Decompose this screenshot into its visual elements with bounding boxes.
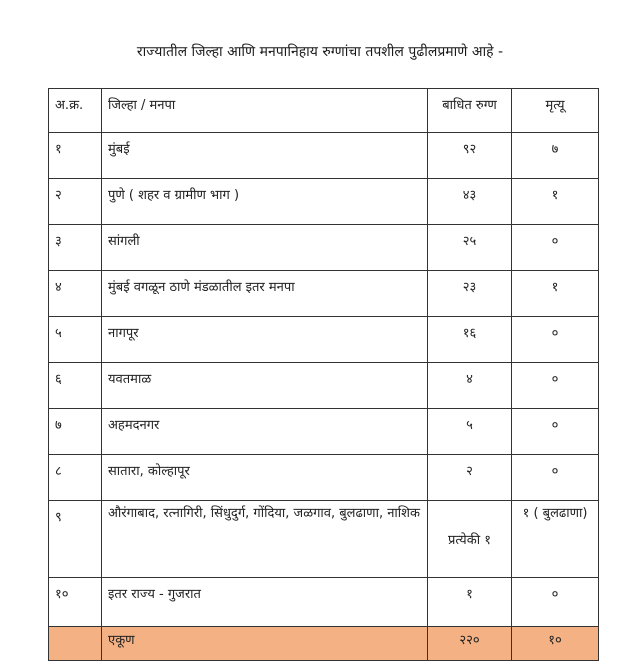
row-cases: ४३	[428, 179, 512, 225]
row-cases: ९२	[428, 133, 512, 179]
row-deaths: ०	[512, 225, 599, 271]
row-district: यवतमाळ	[102, 363, 428, 409]
row-deaths: १ ( बुलढाणा)	[512, 501, 599, 578]
row-cases: १	[428, 578, 512, 627]
header-sr: अ.क्र.	[49, 89, 102, 133]
table-header-row	[49, 89, 599, 133]
table-row	[49, 271, 599, 317]
row-sr: ९	[49, 501, 102, 578]
row-deaths: ०	[512, 455, 599, 501]
row-district: औरंगाबाद, रत्नागिरी, सिंधुदुर्ग, गोंदिया, जळगाव, बुलढाणा, नाशिक	[102, 501, 428, 578]
row-district: पुणे ( शहर व ग्रामीण भाग )	[102, 179, 428, 225]
table-row	[49, 133, 599, 179]
row-cases: ५	[428, 409, 512, 455]
row-district: अहमदनगर	[102, 409, 428, 455]
row-deaths: १	[512, 271, 599, 317]
total-label: एकूण	[102, 627, 428, 661]
row-sr: ७	[49, 409, 102, 455]
row-deaths: ७	[512, 133, 599, 179]
row-deaths: ०	[512, 317, 599, 363]
row-district: नागपूर	[102, 317, 428, 363]
row-cases: ४	[428, 363, 512, 409]
row-sr: ३	[49, 225, 102, 271]
row-sr: २	[49, 179, 102, 225]
district-case-table	[48, 88, 599, 661]
table-row	[49, 179, 599, 225]
total-cases: २२०	[428, 627, 512, 661]
row-district: सांगली	[102, 225, 428, 271]
header-cases: बाधित रुग्ण	[428, 89, 512, 133]
row-deaths: ०	[512, 363, 599, 409]
row-cases: २५	[428, 225, 512, 271]
table-row	[49, 317, 599, 363]
row-sr: ६	[49, 363, 102, 409]
table-row	[49, 455, 599, 501]
total-sr-cell	[49, 627, 102, 661]
row-deaths: ०	[512, 578, 599, 627]
row-sr: १	[49, 133, 102, 179]
row-cases: १६	[428, 317, 512, 363]
row-district: सातारा, कोल्हापूर	[102, 455, 428, 501]
row-district: मुंबई वगळून ठाणे मंडळातील इतर मनपा	[102, 271, 428, 317]
header-deaths: मृत्यू	[512, 89, 599, 133]
row-sr: ५	[49, 317, 102, 363]
row-sr: १०	[49, 578, 102, 627]
table-row	[49, 409, 599, 455]
row-sr: ४	[49, 271, 102, 317]
row-district: मुंबई	[102, 133, 428, 179]
row-sr: ८	[49, 455, 102, 501]
row-district: इतर राज्य - गुजरात	[102, 578, 428, 627]
table-row	[49, 225, 599, 271]
table-row	[49, 501, 599, 578]
row-deaths: ०	[512, 409, 599, 455]
page-title: राज्यातील जिल्हा आणि मनपानिहाय रुग्णांचा तपशील पुढीलप्रमाणे आहे -	[136, 44, 504, 60]
total-row	[49, 627, 599, 661]
row-cases: प्रत्येकी १	[428, 501, 512, 578]
row-cases: २	[428, 455, 512, 501]
row-deaths: १	[512, 179, 599, 225]
total-deaths: १०	[512, 627, 599, 661]
table-row	[49, 578, 599, 627]
header-district: जिल्हा / मनपा	[102, 89, 428, 133]
row-cases: २३	[428, 271, 512, 317]
table-row	[49, 363, 599, 409]
